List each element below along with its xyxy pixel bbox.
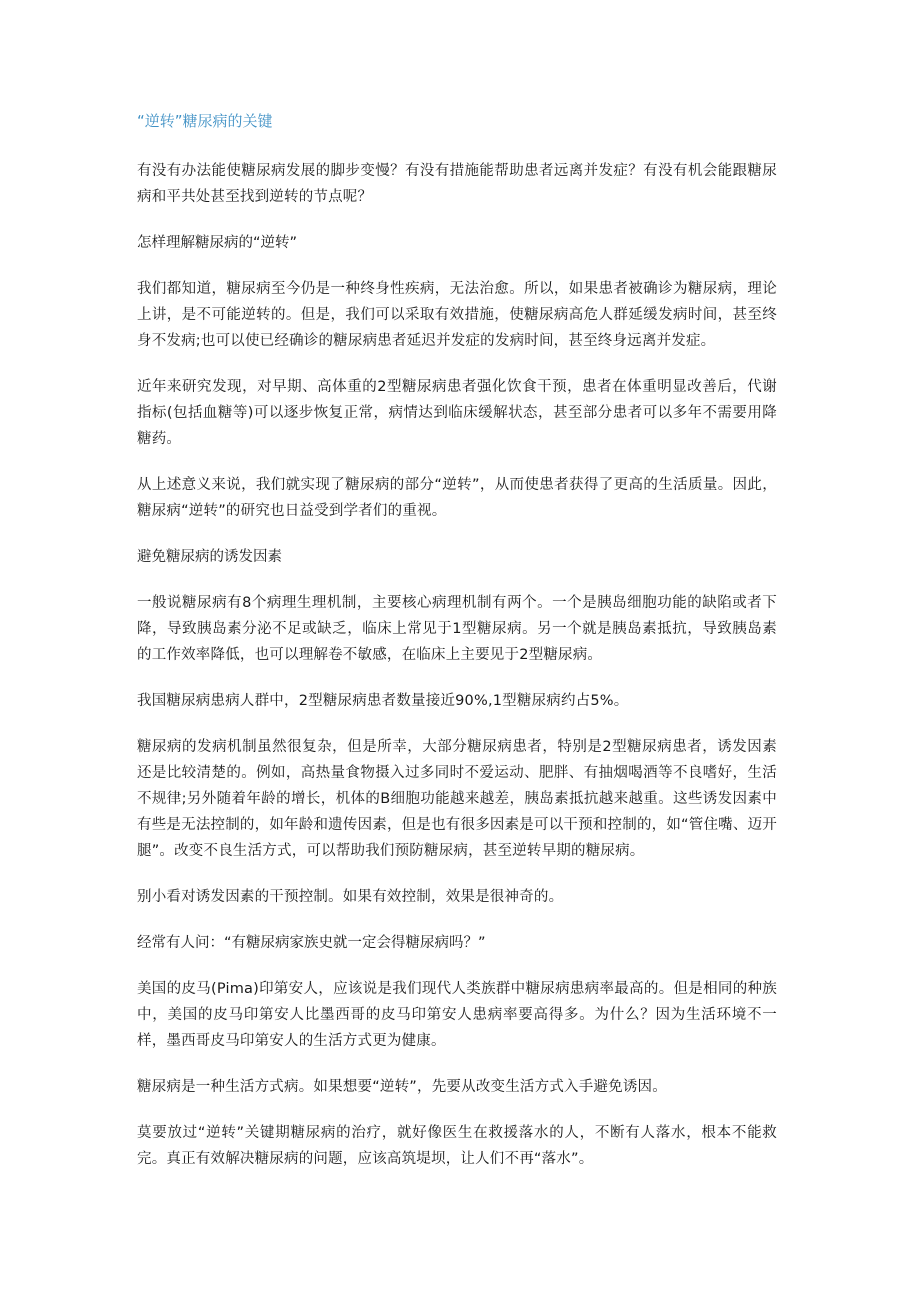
- document-page: [137, 108, 777, 1192]
- section-heading-family-history: 经常有人问：“有糖尿病家族史就一定会得糖尿病吗？”: [137, 935, 486, 951]
- intro-paragraph: 有没有办法能使糖尿病发展的脚步变慢？有没有措施能帮助患者远离并发症？有没有机会能跟糖尿病和平共处甚至找到逆转的节点呢？: [137, 163, 777, 205]
- section-heading-understanding: 怎样理解糖尿病的“逆转”: [137, 235, 298, 251]
- paragraph-statistics: 我国糖尿病患病人群中，2型糖尿病患者数量接近90%,1型糖尿病约占5%。: [137, 693, 629, 709]
- paragraph-research: 近年来研究发现，对早期、高体重的2型糖尿病患者强化饮食干预，患者在体重明显改善后，代谢指标(包括血糖等)可以逐步恢复正常，病情达到临床缓解状态，甚至部分患者可以多年不需要用降糖药。: [137, 379, 777, 447]
- paragraph-incurable: 我们都知道，糖尿病至今仍是一种终身性疾病，无法治愈。所以，如果患者被确诊为糖尿病，理论上讲，是不可能逆转的。但是，我们可以采取有效措施，使糖尿病高危人群延缓发病时间，甚至终身不发病;也可以使已经确诊的糖尿病患者延迟并发症的发病时间，甚至终身远离并发症。: [137, 281, 777, 349]
- paragraph-conclusion: 莫要放过“逆转”关键期糖尿病的治疗，就好像医生在救援落水的人，不断有人落水，根本不能救完。真正有效解决糖尿病的问题，应该高筑堤坝，让人们不再“落水”。: [137, 1125, 777, 1167]
- paragraph-mechanisms: 一般说糖尿病有8个病理生理机制，主要核心病理机制有两个。一个是胰岛细胞功能的缺陷或者下降，导致胰岛素分泌不足或缺乏，临床上常见于1型糖尿病。另一个就是胰岛素抵抗，导致胰岛素的工作效率降低，也可以理解卷不敏感，在临床上主要见于2型糖尿病。: [137, 595, 777, 663]
- paragraph-control: 别小看对诱发因素的干预控制。如果有效控制，效果是很神奇的。: [137, 889, 564, 905]
- section-heading-triggers: 避免糖尿病的诱发因素: [137, 549, 282, 565]
- article-title: “逆转”糖尿病的关键: [137, 112, 273, 130]
- paragraph-pima: 美国的皮马(Pima)印第安人，应该说是我们现代人类族群中糖尿病患病率最高的。但是相同的种族中，美国的皮马印第安人比墨西哥的皮马印第安人患病率要高得多。为什么？因为生活环境不一样，墨西哥皮马印第安人的生活方式更为健康。: [137, 981, 777, 1049]
- paragraph-risk-factors: 糖尿病的发病机制虽然很复杂，但是所幸，大部分糖尿病患者，特别是2型糖尿病患者，诱发因素还是比较清楚的。例如，高热量食物摄入过多同时不爱运动、肥胖、有抽烟喝酒等不良嗜好，生活不规律;另外随着年龄的增长，机体的B细胞功能越来越差，胰岛素抵抗越来越重。这些诱发因素中有些是无法控制的，如年龄和遗传因素，但是也有很多因素是可以干预和控制的，如“管住嘴、迈开腿”。改变不良生活方式，可以帮助我们预防糖尿病，甚至逆转早期的糖尿病。: [137, 739, 777, 859]
- paragraph-lifestyle-disease: 糖尿病是一种生活方式病。如果想要“逆转”，先要从改变生活方式入手避免诱因。: [137, 1079, 667, 1095]
- paragraph-partial-reversal: 从上述意义来说，我们就实现了糖尿病的部分“逆转”，从而使患者获得了更高的生活质量。因此，糖尿病“逆转”的研究也日益受到学者们的重视。: [137, 477, 777, 519]
